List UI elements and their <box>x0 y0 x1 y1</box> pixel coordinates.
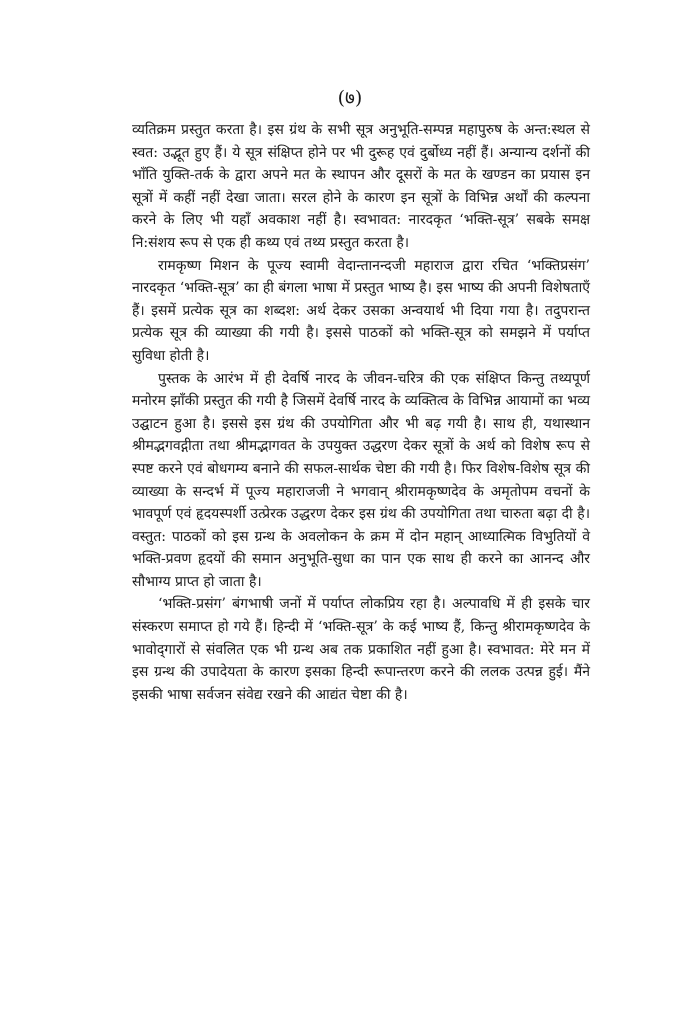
paragraph-4: ‘भक्ति-प्रसंग’ बंगभाषी जनों में पर्याप्त लोकप्रिय रहा है। अल्पावधि में ही इसके चार संस्करण समाप्त हो गये हैं। हिन्दी में ‘भक्ति-सूत्र’ के कई भाष्य हैं, किन्तु श्रीरामकृष्णदेव के भावोद्‌गारों से संवलित एक भी ग्रन्थ अब तक प्रकाशित नहीं हुआ है। स्वभावत: मेरे मन में इस ग्रन्थ की उपादेयता के कारण इसका हिन्दी रूपान्तरण करने की ललक उत्पन्न हुई। मैंने इसकी भाषा सर्वजन संवेद्य रखने की आद्यंत चेष्टा की है। <box>132 596 590 703</box>
page-number: (७) <box>337 87 363 109</box>
paragraph-2: रामकृष्ण मिशन के पूज्य स्वामी वेदान्तानन्दजी महाराज द्वारा रचित ‘भक्तिप्रसंग’ नारदकृत ‘भक्ति-सूत्र’ का ही बंगला भाषा में प्रस्तुत भाष्य है। इस भाष्य की अपनी विशेषताएँ हैं। इसमें प्रत्येक सूत्र का शब्दश: अर्थ देकर उसका अन्वयार्थ भी दिया गया है। तदुपरान्त प्रत्येक सूत्र की व्याख्या की गयी है। इससे पाठकों को भक्ति-सूत्र को समझने में पर्याप्त सुविधा होती है। <box>132 257 590 364</box>
body-text <box>132 119 590 706</box>
paragraph-3: पुस्तक के आरंभ में ही देवर्षि नारद के जीवन-चरित्र की एक संक्षिप्त किन्तु तथ्यपूर्ण मनोरम झाँकी प्रस्तुत की गयी है जिसमें देवर्षि नारद के व्यक्तित्व के विभिन्न आयामों का भव्य उद्घाटन हुआ है। इससे इस ग्रंथ की उपयोगिता और भी बढ़ गयी है। साथ ही, यथास्थान श्रीमद्भगवद्गीता तथा श्रीमद्भागवत के उपयुक्त उद्धरण देकर सूत्रों के अर्थ को विशेष रूप से स्पष्ट करने एवं बोधगम्य बनाने की सफल-सार्थक चेष्टा की गयी है। फिर विशेष-विशेष सूत्र की व्याख्या के सन्दर्भ में पूज्य महाराजजी ने भगवान् श्रीरामकृष्णदेव के अमृतोपम वचनों के भावपूर्ण एवं हृदयस्पर्शी उत्प्रेरक उद्धरण देकर इस ग्रंथ की उपयोगिता तथा चारुता बढ़ा दी है। वस्तुत: पाठकों को इस ग्रन्थ के अवलोकन के क्रम में दोन महान् आध्यात्मिक विभुतियों वे भक्ति-प्रवण हृदयों की समान अनुभूति-सुधा का पान एक साथ ही करने का आनन्द और सौभाग्य प्राप्त हो जाता है। <box>132 370 590 590</box>
paragraph-1: व्यतिक्रम प्रस्तुत करता है। इस ग्रंथ के सभी सूत्र अनुभूति-सम्पन्न महापुरुष के अन्त:स्थल से स्वत: उद्भूत हुए हैं। ये सूत्र संक्षिप्त होने पर भी दुरूह एवं दुर्बोध्य नहीं हैं। अन्यान्य दर्शनों की भाँति युक्ति-तर्क के द्वारा अपने मत के स्थापन और दूसरों के मत के खण्डन का प्रयास इन सूत्रों में कहीं नहीं देखा जाता। सरल होने के कारण इन सूत्रों के विभिन्न अर्थों की कल्पना करने के लिए भी यहाँ अवकाश नहीं है। स्वभावत: नारदकृत ‘भक्ति-सूत्र’ सबके समक्ष नि:संशय रूप से एक ही कथ्य एवं तथ्य प्रस्तुत करता है। <box>132 122 590 251</box>
